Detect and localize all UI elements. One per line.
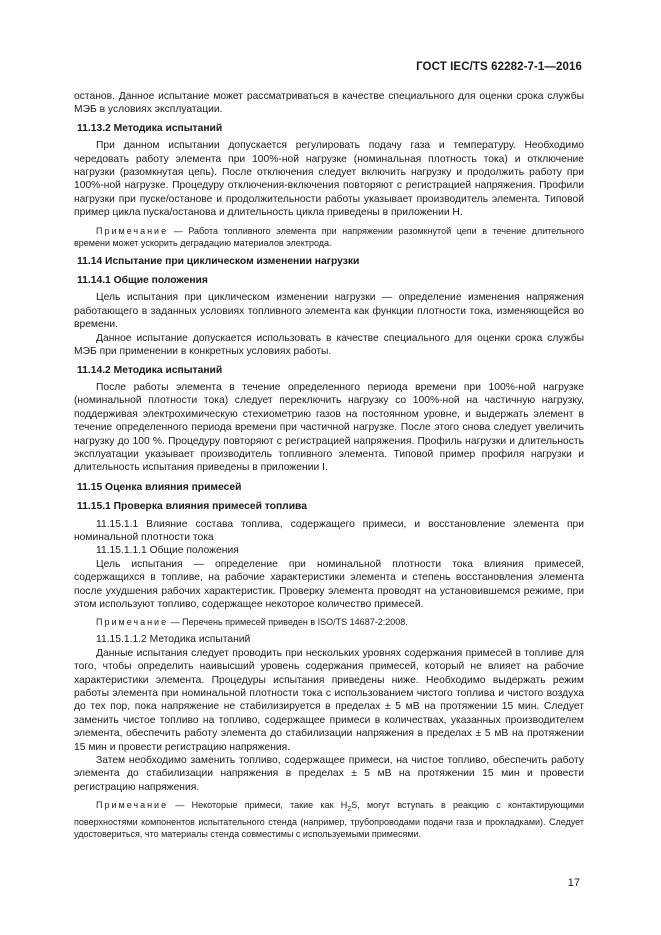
heading-11-14-2: 11.14.2 Методика испытаний bbox=[77, 364, 223, 376]
note-label: Примечание bbox=[96, 225, 169, 236]
heading-11-15: 11.15 Оценка влияния примесей bbox=[77, 481, 242, 493]
note-11-13-2 bbox=[74, 225, 584, 249]
heading-11-15-1-1-2: 11.15.1.1.2 Методика испытаний bbox=[96, 634, 251, 646]
subscript: 2 bbox=[347, 806, 352, 814]
page-number: 17 bbox=[567, 877, 580, 889]
heading-11-13-2: 11.13.2 Методика испытаний bbox=[77, 122, 223, 134]
paragraph-11-15-1-1-1: 11.15.1.1.1 Общие положения bbox=[96, 545, 239, 557]
document-body bbox=[74, 90, 584, 845]
paragraph-11-14-2: После работы элемента в течение определенного периода времени при 100%-ной нагрузке (номинальной плотности тока) следует переключить нагрузку со 100%-ной на частичную нагрузку, поддерживая электрохимическую стехиометрию газов на постоянном уровне, и выдержать элемент в течение определенного периода времени при частичной нагрузке. После этого снова следует увеличить нагрузку до 100 %. Процедуру повторяют с регистрацией напряжения. Профиль нагрузки и длительность эксплуатации указывает производитель топливного элемента. Типовой пример профиля нагрузки и длительность испытания приведены в приложении I. bbox=[74, 381, 584, 474]
paragraph-continuation: останов. Данное испытание может рассматриваться в качестве специального для оценки срока службы МЭБ в условиях эксплуатации. bbox=[74, 91, 584, 116]
note-11-15-1-1-2 bbox=[74, 799, 584, 840]
paragraph-11-14-1-b: Данное испытание допускается использовать в качестве специального для оценки срока службы МЭБ при применении в конкретных условиях работы. bbox=[74, 332, 584, 358]
note-label: Примечание bbox=[96, 800, 169, 811]
heading-11-14: 11.14 Испытание при циклическом изменении нагрузки bbox=[77, 255, 360, 267]
paragraph-11-15-1-1: 11.15.1.1 Влияние состава топлива, содержащего примеси, и восстановление элемента при номинальной плотности тока bbox=[74, 518, 584, 543]
note-text: — Перечень примесей приведен в ISO/TS 14687-2:2008. bbox=[168, 617, 408, 628]
heading-11-15-1: 11.15.1 Проверка влияния примесей топлива bbox=[77, 501, 307, 513]
paragraph-11-15-1-1-2-b: Затем необходимо заменить топливо, содержащее примеси, на чистое топливо, обеспечить работу элемента до стабилизации напряжения в пределах ± 5 мВ на протяжении 15 мин и провести регистрацию напряжения. bbox=[74, 755, 584, 793]
paragraph-11-15-1-text: Цель испытания — определение при номинальной плотности тока влияния примесей, содержащихся в топливе, на рабочие характеристики элемента и степень восстановления элемента после ухудшения рабочих характеристик. Проверку элемента проводят на установившемся режиме, при этом используют топливо, содержащее некоторое количество примесей. bbox=[74, 558, 584, 610]
heading-11-14-1: 11.14.1 Общие положения bbox=[77, 275, 208, 287]
note-label: Примечание bbox=[96, 617, 169, 628]
paragraph-11-15-1-1-2-a: Данные испытания следует проводить при нескольких уровнях содержания примесей в топливе для того, чтобы определить наивысший уровень содержания примесей, который не влияет на рабочие характеристики элемента. Процедуры испытания приведены ниже. Необходимо выдержать режим работы элемента при номинальной плотности тока с использованием чистого топлива и чистого воздуха до тех пор, пока напряжение не стабилизируется в пределах ± 5 мВ на протяжении 15 мин. Следует заменить чистое топливо на топливо, содержащее примеси в количествах, указанных производителем элемента, обеспечить работу элемента до стабилизации напряжения в пределах ± 5 мВ на протяжении 15 мин и провести регистрацию напряжения. bbox=[74, 647, 584, 753]
paragraph-11-13-2: При данном испытании допускается регулировать подачу газа и температуру. Необходимо чередовать работу элемента при 100%-ной нагрузке (номинальная плотность тока) и отключение нагрузки (разомкнутая цепь). После отключения следует включить нагрузку и продолжить работу при 100%-ной нагрузке. Процедуру отключения-включения повторяют с регистрацией напряжения. Профили нагрузки при пуске/останове и продолжительности работы указывает производитель элемента. Типовой пример цикла пуска/останова и длительность цикла приведены в приложении Н. bbox=[74, 140, 584, 219]
note-text-start: — Некоторые примеси, такие как H bbox=[168, 800, 348, 811]
paragraph-11-14-1-a: Цель испытания при циклическом изменении нагрузки — определение изменения напряжения работающего в заданных условиях топливного элемента как функции плотности тока, изменяющейся во времени. bbox=[74, 292, 584, 331]
note-text: — Работа топливного элемента при напряжении разомкнутой цепи в течение длительного времени может ускорить деградацию материалов электрода. bbox=[74, 225, 584, 248]
document-header: ГОСТ IEC/TS 62282-7-1—2016 bbox=[416, 61, 582, 73]
note-11-15-1 bbox=[74, 616, 584, 628]
note-text-end: S, могут вступать в реакцию с контактирующими поверхностями компонентов испытательного стенда (например, трубопроводами подачи газа и прокладками). Следует удостовериться, что материалы стенда совместимы с используемыми примесями. bbox=[74, 800, 585, 840]
